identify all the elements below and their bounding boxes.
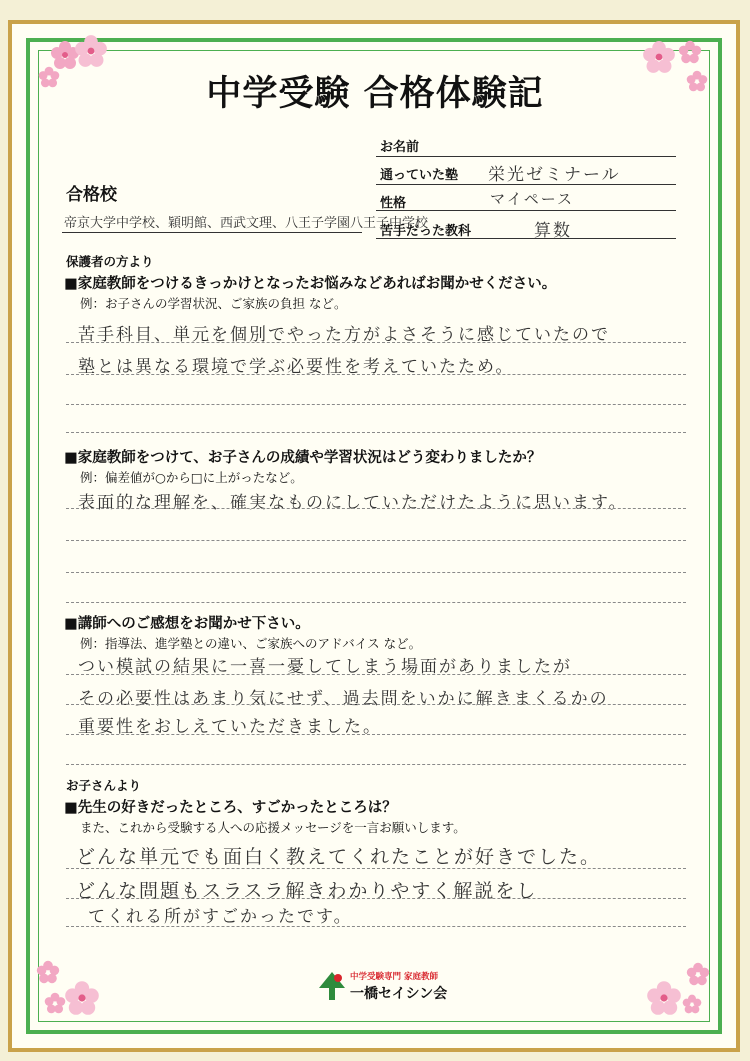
question-4-example: また、これから受験する人への応援メッセージを一言お願いします。 xyxy=(80,820,466,835)
question-1-example: 例：お子さんの学習状況、ご家族の負担 など。 xyxy=(80,296,347,311)
personality-value: マイペース xyxy=(490,190,574,208)
ruled-line xyxy=(66,674,686,675)
ruled-line xyxy=(66,764,686,765)
ruled-line xyxy=(66,432,686,433)
ruled-line xyxy=(66,342,686,343)
answer-3-line-3: 重要性をおしえていただきました。 xyxy=(78,717,382,737)
answer-4-line-2: どんな問題もスラスラ解きわかりやすく解説をし xyxy=(76,880,538,902)
answer-4-line-3: てくれる所がすごかったです。 xyxy=(88,907,353,927)
personality-label: 性格 xyxy=(380,196,407,211)
weak-subject-value: 算数 xyxy=(534,221,572,241)
ruled-line xyxy=(66,734,686,735)
cherry-blossom-icon xyxy=(686,962,710,986)
divider xyxy=(376,210,676,211)
cherry-blossom-icon xyxy=(646,980,682,1016)
footer-brand: 一橋セイシン会 xyxy=(350,986,448,1002)
answer-2-line-1: 表面的な理解を、確実なものにしていただけたように思います。 xyxy=(78,493,628,513)
divider xyxy=(376,184,676,185)
divider xyxy=(62,232,362,233)
ruled-line xyxy=(66,540,686,541)
question-4: ■先生の好きだったところ、すごかったところは？ xyxy=(64,799,397,816)
name-label: お名前 xyxy=(380,140,420,155)
question-3-example: 例：指導法、進学塾との違い、ご家族へのアドバイス など。 xyxy=(80,636,422,651)
ruled-line xyxy=(66,508,686,509)
ruled-line xyxy=(66,602,686,603)
cherry-blossom-icon xyxy=(678,40,702,64)
answer-3-line-1: つい模試の結果に一喜一憂してしまう場面がありましたが xyxy=(78,657,572,677)
ruled-line xyxy=(66,868,686,869)
divider xyxy=(376,238,676,239)
ruled-line xyxy=(66,926,686,927)
answer-4-line-1: どんな単元でも面白く教えてくれたことが好きでした。 xyxy=(76,846,602,868)
divider xyxy=(376,156,676,157)
cherry-blossom-icon xyxy=(682,994,702,1014)
school-value: 帝京大学中学校、穎明館、西武文理、八王子学園八王子中学校 xyxy=(64,216,429,231)
question-2: ■家庭教師をつけて、お子さんの成績や学習状況はどう変わりましたか？ xyxy=(64,449,542,466)
juku-value: 栄光ゼミナール xyxy=(488,165,621,185)
question-2-example: 例：偏差値が○から□に上がったなど。 xyxy=(80,470,303,485)
footer-tagline: 中学受験専門 家庭教師 xyxy=(350,972,438,982)
tree-logo-icon xyxy=(318,972,346,1002)
ruled-line xyxy=(66,572,686,573)
ruled-line xyxy=(66,404,686,405)
weak-subject-label: 苦手だった教科 xyxy=(380,224,472,239)
school-label: 合格校 xyxy=(66,185,117,205)
question-3: ■講師へのご感想をお聞かせ下さい。 xyxy=(64,615,310,632)
answer-1-line-1: 苦手科目、単元を個別でやった方がよさそうに感じていたので xyxy=(78,325,610,345)
ruled-line xyxy=(66,374,686,375)
juku-label: 通っていた塾 xyxy=(380,168,459,183)
page-title: 中学受験 合格体験記 xyxy=(206,73,544,114)
answer-3-line-2: その必要性はあまり気にせず、過去問をいかに解きまくるかの xyxy=(78,689,609,709)
question-1: ■家庭教師をつけるきっかけとなったお悩みなどあればお聞かせください。 xyxy=(64,275,557,292)
cherry-blossom-icon xyxy=(36,960,60,984)
cherry-blossom-icon xyxy=(74,34,108,68)
parent-header: 保護者の方より xyxy=(66,254,154,269)
answer-1-line-2: 塾とは異なる環境で学ぶ必要性を考えていたため。 xyxy=(78,357,515,377)
ruled-line xyxy=(66,704,686,705)
cherry-blossom-icon xyxy=(44,992,66,1014)
cherry-blossom-icon xyxy=(64,980,100,1016)
brand-logo xyxy=(318,968,448,1008)
child-header: お子さんより xyxy=(66,778,142,793)
ruled-line xyxy=(66,898,686,899)
